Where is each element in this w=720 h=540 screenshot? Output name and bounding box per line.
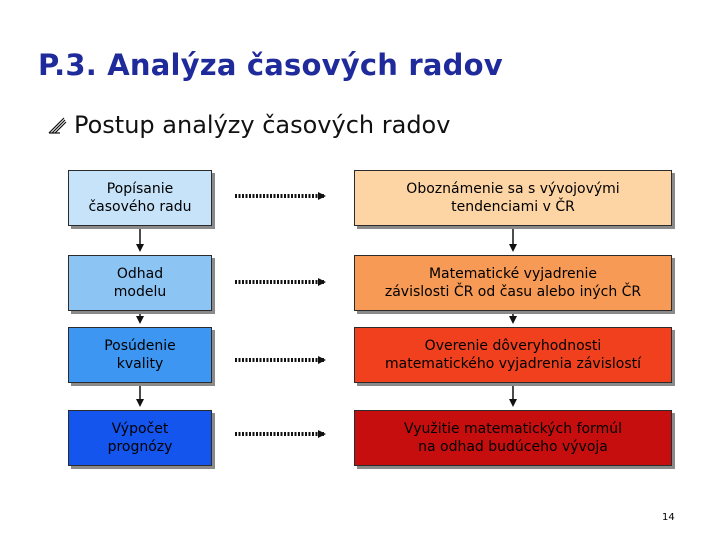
page-number: 14 [662,512,675,523]
subtitle-row [46,108,450,142]
result-label: Overenie dôveryhodnosti matematického vyjadrenia závislostí [384,338,642,372]
process-label: Výpočet prognózy [107,421,173,455]
process-box-assess [68,327,212,383]
slide-title: P.3. Analýza časových radov [38,48,503,82]
result-label: Oboznámenie sa s vývojovými tendenciami v ČR [406,181,620,215]
bullet-arrow-icon [46,114,68,136]
slide-subtitle: Postup analýzy časových radov [74,111,451,139]
result-box-trends [354,170,672,226]
horizontal-arrows [235,196,324,434]
process-label: Odhad modelu [113,266,167,300]
result-label: Využitie matematických formúl na odhad budúceho vývoja [404,421,622,455]
process-box-estimate [68,255,212,311]
result-box-usage [354,410,672,466]
process-label: Posúdenie kvality [104,338,176,372]
process-label: Popísanie časového radu [88,181,192,215]
result-box-verification [354,327,672,383]
process-box-describe [68,170,212,226]
result-label: Matematické vyjadrenie závislosti ČR od času alebo iných ČR [384,266,642,300]
process-box-forecast [68,410,212,466]
result-box-expression [354,255,672,311]
